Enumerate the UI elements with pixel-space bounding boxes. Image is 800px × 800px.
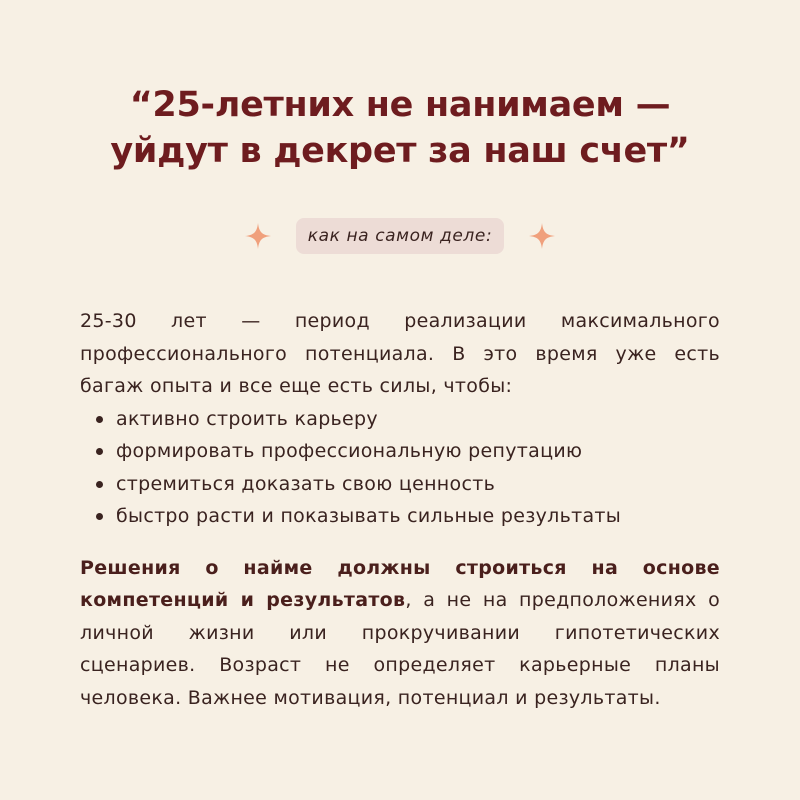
- bullet-list: [80, 403, 720, 533]
- list-item: стремиться доказать свою ценность: [96, 468, 720, 501]
- conclusion-text: , а не на предположениях о личной жизни или прокручивании гипотетических сценариев. Возраст не определяет карьерные планы человека. Важнее мотивация, потенциал и результаты.: [80, 589, 720, 709]
- headline-line-1: “25-летних не нанимаем —: [129, 85, 671, 125]
- conclusion-bold-text: Решения о найме должны строиться на основе компетенций и результатов: [80, 556, 720, 611]
- subtitle-badge: как на самом деле:: [296, 218, 505, 254]
- subtitle-row: [0, 217, 800, 255]
- list-item: формировать профессиональную репутацию: [96, 435, 720, 468]
- conclusion-paragraph: [80, 552, 720, 715]
- body-text: [80, 305, 720, 714]
- list-item: активно строить карьеру: [96, 403, 720, 436]
- sparkle-right-icon: [529, 223, 555, 249]
- headline-line-2: уйдут в декрет за наш счет”: [110, 131, 690, 171]
- intro-paragraph: 25-30 лет — период реализации максимального профессионального потенциала. В это время уже есть багаж опыта и все еще есть силы, чтобы:: [80, 310, 720, 397]
- headline: [0, 82, 800, 174]
- sparkle-left-icon: [245, 223, 271, 249]
- list-item: быстро расти и показывать сильные результаты: [96, 500, 720, 533]
